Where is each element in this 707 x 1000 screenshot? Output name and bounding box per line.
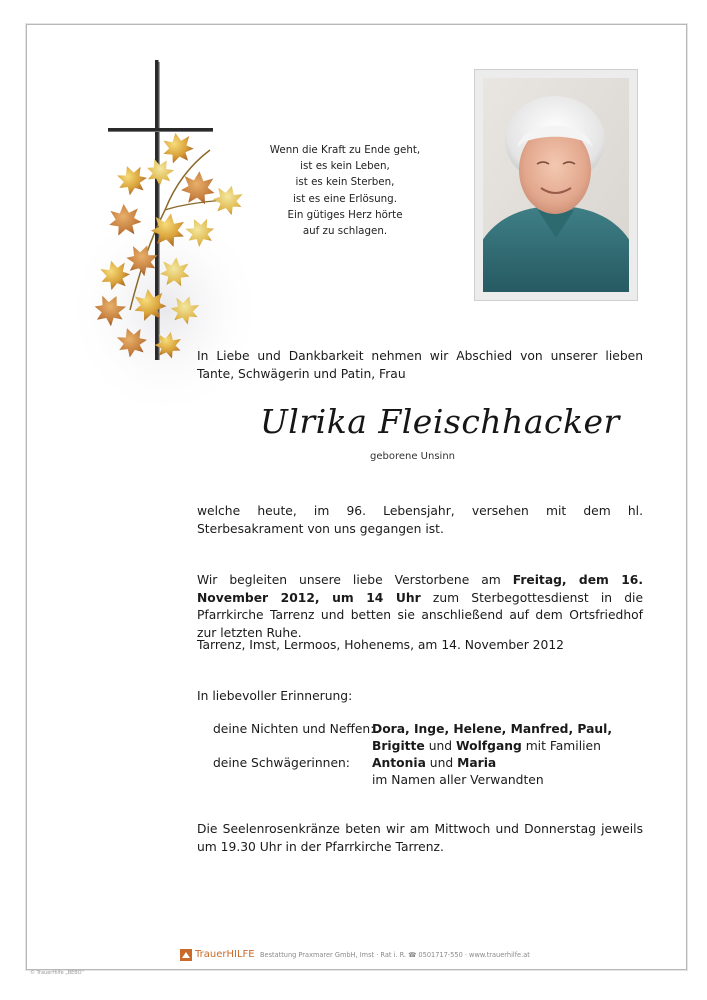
nieces-names-text: Dora, Inge, Helene, Manfred, Paul, bbox=[372, 722, 613, 736]
portrait-frame bbox=[474, 69, 638, 301]
memory-heading: In liebevoller Erinnerung: bbox=[197, 689, 353, 703]
relatives: im Namen aller Verwandten bbox=[372, 773, 544, 787]
portrait-photo bbox=[483, 78, 629, 292]
poem-line: auf zu schlagen. bbox=[302, 225, 388, 238]
conjunction: und bbox=[425, 756, 458, 770]
poem-line: ist es kein Sterben, bbox=[295, 176, 395, 189]
place-date: Tarrenz, Imst, Lermoos, Hohenems, am 14. November 2012 bbox=[197, 638, 564, 652]
sisters-names bbox=[372, 755, 496, 773]
trauerhilfe-logo-icon bbox=[180, 949, 192, 961]
funeral-lead: Wir begleiten unsere liebe Verstorbene am bbox=[197, 573, 513, 587]
name-wolfgang: Wolfgang bbox=[456, 739, 522, 753]
conjunction: und bbox=[424, 739, 456, 753]
nieces-names-line2 bbox=[372, 738, 601, 756]
poem bbox=[244, 142, 446, 239]
name-antonia: Antonia bbox=[372, 756, 426, 770]
nieces-names bbox=[372, 721, 612, 739]
intro-text: In Liebe und Dankbarkeit nehmen wir Abschied von unserer lieben Tante, Schwägerin und Patin, Frau bbox=[197, 349, 643, 381]
funeral-text bbox=[197, 572, 643, 642]
footer bbox=[180, 946, 540, 964]
birth-name: geborene Unsinn bbox=[370, 451, 455, 462]
copyright: © TrauerHilfe „BEBO“ bbox=[30, 970, 85, 976]
funeral-date: Freitag, dem 16. November 2012, um 14 Uhr bbox=[197, 573, 643, 605]
poem-line: Wenn die Kraft zu Ende geht, bbox=[269, 144, 421, 156]
nieces-label: deine Nichten und Neffen: bbox=[213, 722, 375, 736]
footer-brand: TrauerHILFE bbox=[195, 949, 255, 960]
rosary-text: Die Seelenrosenkränze beten wir am Mittwoch und Donnerstag jeweils um 19.30 Uhr in der Pfarrkirche Tarrenz. bbox=[197, 822, 643, 854]
deceased-name: Ulrika Fleischhacker bbox=[260, 402, 620, 441]
funeral-rest: zum Sterbegottesdienst in die Pfarrkirche Tarrenz und betten sie anschließend auf dem Ortsfriedhof zur letzten Ruhe. bbox=[197, 590, 644, 640]
passing-text: welche heute, im 96. Lebensjahr, versehen mit dem hl. Sterbesakrament von uns gegangen ist. bbox=[197, 504, 643, 536]
poem-line: Ein gütiges Herz hörte bbox=[287, 208, 403, 221]
name-maria: Maria bbox=[457, 756, 497, 770]
with-families: mit Familien bbox=[521, 739, 601, 753]
sisters-label: deine Schwägerinnen: bbox=[213, 756, 350, 770]
footer-details: Bestattung Praxmarer GmbH, Imst · Rat i. R. ☎ 0501717-550 · www.trauerhilfe.at bbox=[260, 951, 530, 959]
poem-line: ist es eine Erlösung. bbox=[293, 192, 397, 205]
poem-line: ist es kein Leben, bbox=[300, 160, 390, 173]
name-brigitte: Brigitte bbox=[372, 739, 425, 753]
